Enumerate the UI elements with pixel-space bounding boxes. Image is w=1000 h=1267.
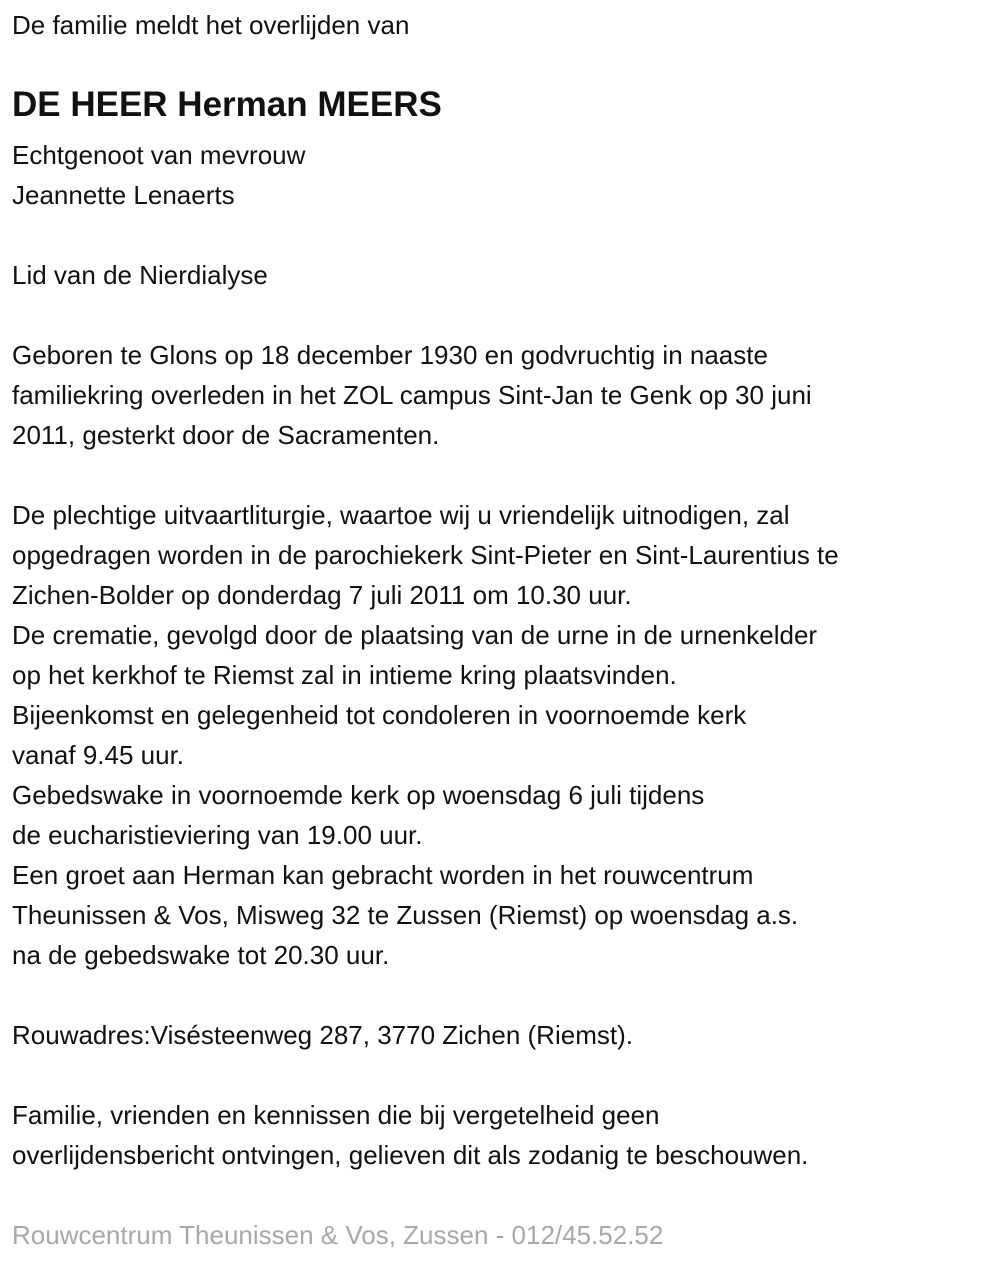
text-line: de eucharistieviering van 19.00 uur.	[12, 820, 423, 850]
paragraph	[12, 335, 997, 455]
text-line: De crematie, gevolgd door de plaatsing van de urne in de urnenkelder	[12, 620, 818, 650]
paragraph	[12, 135, 997, 215]
text-line: Theunissen & Vos, Misweg 32 te Zussen (Riemst) op woensdag a.s.	[12, 900, 799, 930]
text-line: Familie, vrienden en kennissen die bij vergetelheid geen	[12, 1100, 660, 1130]
paragraph	[12, 255, 997, 295]
intro-text: De familie meldt het overlijden van	[12, 10, 410, 40]
text-line: 2011, gesterkt door de Sacramenten.	[12, 420, 440, 450]
text-line: Geboren te Glons op 18 december 1930 en godvruchtig in naaste	[12, 340, 768, 370]
text-line: Lid van de Nierdialyse	[12, 260, 268, 290]
text-line: na de gebedswake tot 20.30 uur.	[12, 940, 390, 970]
obituary-body	[12, 135, 997, 1175]
text-line: Zichen-Bolder op donderdag 7 juli 2011 om 10.30 uur.	[12, 580, 632, 610]
text-line: Jeannette Lenaerts	[12, 180, 235, 210]
text-line: overlijdensbericht ontvingen, gelieven dit als zodanig te beschouwen.	[12, 1140, 809, 1170]
text-line: Rouwadres:Visésteenweg 287, 3770 Zichen (Riemst).	[12, 1020, 633, 1050]
paragraph	[12, 1015, 997, 1055]
paragraph	[12, 495, 997, 975]
text-line: De plechtige uitvaartliturgie, waartoe wij u vriendelijk uitnodigen, zal	[12, 500, 790, 530]
text-line: Bijeenkomst en gelegenheid tot condoleren in voornoemde kerk	[12, 700, 747, 730]
text-line: Een groet aan Herman kan gebracht worden in het rouwcentrum	[12, 860, 754, 890]
text-line: Gebedswake in voornoemde kerk op woensdag 6 juli tijdens	[12, 780, 705, 810]
text-line: vanaf 9.45 uur.	[12, 740, 185, 770]
text-line: opgedragen worden in de parochiekerk Sint-Pieter en Sint-Laurentius te	[12, 540, 839, 570]
funeral-home-footer: Rouwcentrum Theunissen & Vos, Zussen - 012/45.52.52	[12, 1220, 664, 1250]
paragraph	[12, 1095, 997, 1175]
text-line: op het kerkhof te Riemst zal in intieme kring plaatsvinden.	[12, 660, 677, 690]
deceased-name: DE HEER Herman MEERS	[12, 85, 442, 124]
obituary-notice	[12, 5, 997, 1255]
text-line: familiekring overleden in het ZOL campus Sint-Jan te Genk op 30 juni	[12, 380, 812, 410]
text-line: Echtgenoot van mevrouw	[12, 140, 306, 170]
